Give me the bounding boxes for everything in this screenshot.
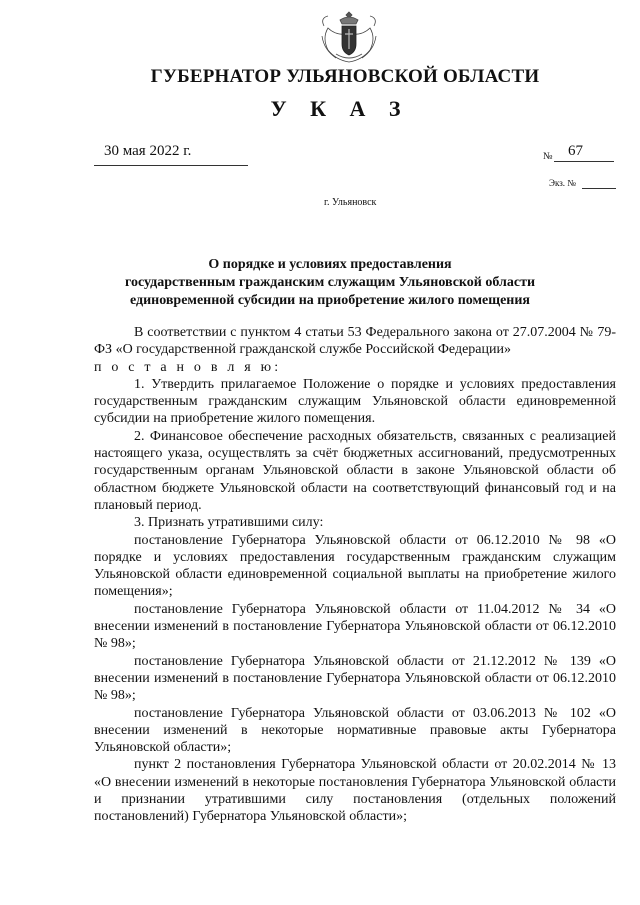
repealed-act-item: постановление Губернатора Ульяновской области от 11.04.2012 № 34 «О внесении изменений в постановление Губернатора Ульяновской области от 06.12.2010 № 98»; — [94, 601, 616, 652]
document-type: У К А З — [270, 96, 410, 121]
copy-number-underline — [582, 188, 616, 189]
decree-word: п о с т а н о в л я ю: — [94, 359, 282, 375]
title-line: О порядке и условиях предоставления — [208, 257, 452, 272]
repealed-act-item: постановление Губернатора Ульяновской области от 06.12.2010 № 98 «О порядке и условиях предоставления государственным гражданским служащим Ульяновской области единовременной социальной выплаты на приобретение жилого помещения»; — [94, 532, 616, 600]
organization-title: ГУБЕРНАТОР УЛЬЯНОВСКОЙ ОБЛАСТИ — [150, 66, 540, 87]
item-3-paragraph: 3. Признать утратившими силу: — [134, 515, 324, 531]
city: г. Ульяновск — [324, 197, 377, 208]
repealed-act-item: пункт 2 постановления Губернатора Ульяновской области от 20.02.2014 № 13 «О внесении изменений в некоторые постановления Губернатора Ульяновской области и признании утратившими силу постановления (отдельных положений постановлений) Губернатора Ульяновской области»; — [94, 757, 616, 825]
repealed-act-item: постановление Губернатора Ульяновской области от 03.06.2013 № 102 «О внесении изменений в некоторые нормативные правовые акты Губернатора Ульяновской области»; — [94, 705, 616, 756]
document-title — [100, 256, 560, 310]
number-sign: № — [543, 151, 553, 162]
number-underline — [554, 161, 614, 162]
date-underline — [94, 165, 248, 166]
coat-of-arms-icon — [318, 8, 380, 66]
title-line: государственным гражданским служащим Ульяновской области — [124, 275, 536, 290]
item-1-paragraph: 1. Утвердить прилагаемое Положение о порядке и условиях предоставления государственным гражданским служащим Ульяновской области единовременной субсидии на приобретение жилого помещения. — [94, 376, 616, 427]
document-date: 30 мая 2022 г. — [104, 143, 192, 159]
copy-number-label: Экз. № — [549, 178, 576, 188]
document-number: 67 — [568, 143, 583, 159]
document-body — [94, 324, 616, 826]
item-2-paragraph: 2. Финансовое обеспечение расходных обязательств, связанных с реализацией настоящего указа, осуществлять за счёт бюджетных ассигнований, предусмотренных государственным органам Ульяновской области в законе Ульяновской области об областном бюджете Ульяновской области на соответствующий финансовый год и на плановый период. — [94, 428, 616, 513]
title-line: единовременной субсидии на приобретение жилого помещения — [129, 293, 531, 308]
repealed-act-item: постановление Губернатора Ульяновской области от 21.12.2012 № 139 «О внесении изменений в постановление Губернатора Ульяновской области от 06.12.2010 № 98»; — [94, 653, 616, 704]
preamble-paragraph: В соответствии с пунктом 4 статьи 53 Федерального закона от 27.07.2004 № 79-ФЗ «О государственной гражданской службе Российской Федерации» — [94, 325, 616, 358]
